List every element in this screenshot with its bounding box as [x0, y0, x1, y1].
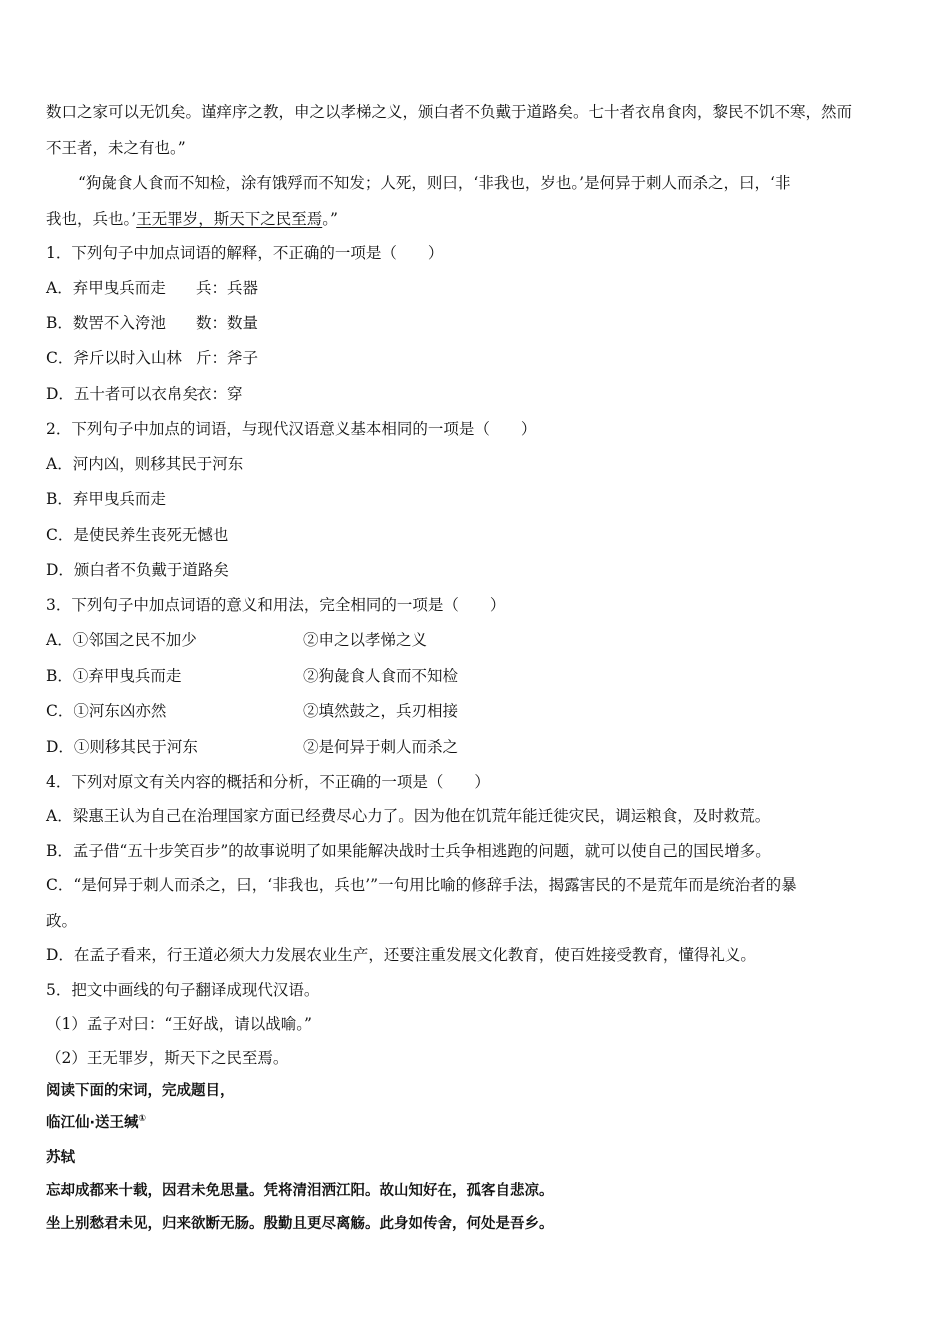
option-part-2: ②狗彘食人食而不知检: [303, 667, 459, 685]
question-5-stem: 5．把文中画线的句子翻译成现代汉语。: [46, 981, 320, 999]
question-1-option-c: [46, 348, 258, 368]
option-part-2: ②填然鼓之，兵刃相接: [303, 702, 459, 720]
question-5-item-2: （2）王无罪岁，斯天下之民至焉。: [46, 1049, 289, 1067]
question-2-option-d: D．颁白者不负戴于道路矣: [46, 561, 229, 579]
question-1-option-d: [46, 384, 243, 404]
question-4-stem: 4．下列对原文有关内容的概括和分析，不正确的一项是（ ）: [46, 773, 490, 791]
question-3-option-a: [46, 630, 427, 650]
question-1-option-a: [46, 278, 258, 298]
passage-line-1: 数口之家可以无饥矣。谨痒序之教，申之以孝梯之义，颁白者不负戴于道路矣。七十者衣帛食肉，黎民不饥不寒，然而: [46, 103, 853, 121]
option-part-1: B．①弃甲曳兵而走: [46, 667, 182, 685]
poem-line-1: 忘却成都来十载，因君未免思量。凭将清泪洒江阳。故山知好在，孤客自悲凉。: [46, 1183, 554, 1199]
question-3-option-b: [46, 666, 458, 686]
option-gloss: 兵：兵器: [196, 279, 259, 297]
passage-line-2: 不王者，未之有也。”: [46, 139, 186, 157]
question-4-option-c-line-1: C．“是何异于刺人而杀之，曰，‘非我也，兵也’”一句用比喻的修辞手法，揭露害民的不是荒年而是统治者的暴: [46, 876, 797, 894]
passage-line-4-prefix: 我也，兵也。’: [46, 210, 137, 228]
question-4-option-a: A．梁惠王认为自己在治理国家方面已经费尽心力了。因为他在饥荒年能迁徙灾民，调运粮食，及时救荒。: [46, 807, 771, 825]
option-gloss: 衣：穿: [196, 385, 243, 403]
question-4-option-b: B．孟子借“五十步笑百步”的故事说明了如果能解决战时士兵争相逃跑的问题，就可以使自己的国民增多。: [46, 842, 771, 860]
option-gloss: 数：数量: [196, 314, 259, 332]
option-part-1: D．①则移其民于河东: [46, 738, 198, 756]
question-2-option-b: B．弃甲曳兵而走: [46, 490, 166, 508]
option-part-2: ②申之以孝悌之义: [303, 631, 428, 649]
question-2-option-c: C．是使民养生丧死无憾也: [46, 526, 229, 544]
poem-instruction: 阅读下面的宋词，完成题目，: [46, 1083, 235, 1099]
option-sentence: D．五十者可以衣帛矣: [46, 385, 198, 403]
question-1-option-b: [46, 313, 258, 333]
poem-line-2: 坐上别愁君未见，归来欲断无肠。殷勤且更尽离觞。此身如传舍，何处是吾乡。: [46, 1216, 554, 1232]
question-3-stem: 3．下列句子中加点词语的意义和用法，完全相同的一项是（ ）: [46, 596, 506, 614]
question-3-option-c: [46, 701, 458, 721]
question-5-item-1: （1）孟子对曰：“王好战，请以战喻。”: [46, 1015, 312, 1033]
question-4-option-c-line-2: 政。: [46, 912, 78, 930]
option-part-1: C．①河东凶亦然: [46, 702, 167, 720]
question-3-option-d: [46, 737, 458, 757]
option-part-2: ②是何异于刺人而杀之: [303, 738, 459, 756]
poem-title: [46, 1113, 146, 1133]
option-sentence: B．数罟不入洿池: [46, 314, 166, 332]
option-part-1: A．①邻国之民不加少: [46, 631, 197, 649]
footnote-marker: ①: [138, 1114, 147, 1124]
option-sentence: C．斧斤以时入山林: [46, 349, 182, 367]
poem-author: 苏轼: [46, 1150, 75, 1166]
question-4-option-d: D．在孟子看来，行王道必须大力发展农业生产，还要注重发展文化教育，使百姓接受教育，懂得礼义。: [46, 946, 756, 964]
option-gloss: 斤：斧子: [196, 349, 259, 367]
question-2-option-a: A．河内凶，则移其民于河东: [46, 455, 244, 473]
underlined-sentence: 王无罪岁，斯天下之民至焉: [136, 210, 323, 228]
option-sentence: A．弃甲曳兵而走: [46, 279, 166, 297]
question-1-stem: 1．下列句子中加点词语的解释，不正确的一项是（ ）: [46, 244, 444, 262]
passage-line-3: “狗彘食人食而不知检，涂有饿殍而不知发；人死，则曰，‘非我也，岁也。’是何异于刺人而杀之，曰，‘非: [78, 174, 791, 192]
passage-line-4-suffix: 。”: [322, 210, 338, 228]
passage-line-4: [46, 209, 338, 229]
question-2-stem: 2．下列句子中加点的词语，与现代汉语意义基本相同的一项是（ ）: [46, 420, 537, 438]
poem-title-text: 临江仙·送王缄: [46, 1115, 139, 1131]
